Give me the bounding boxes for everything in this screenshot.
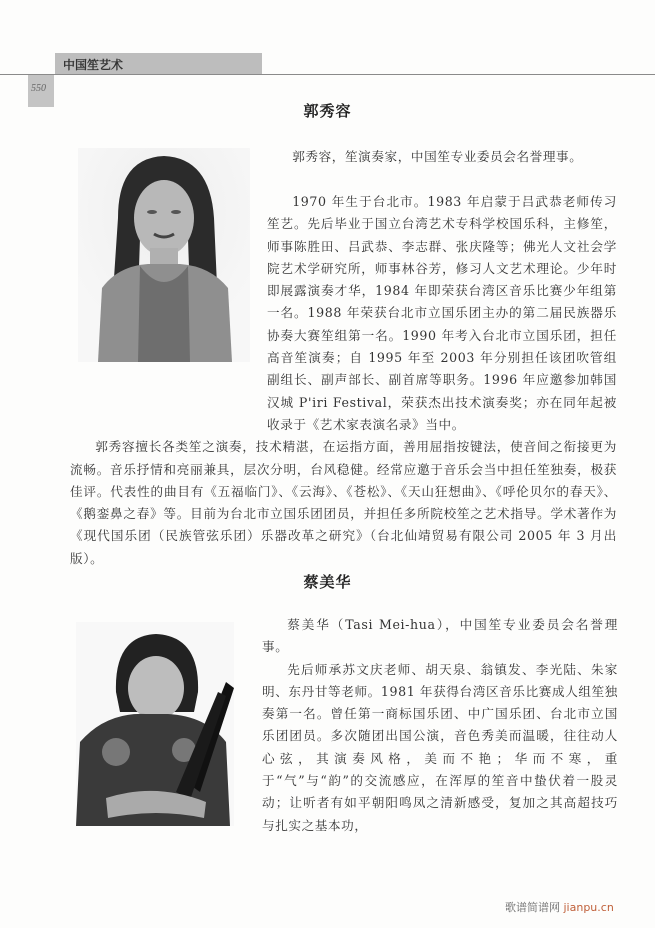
- watermark: [505, 899, 614, 915]
- book-title: 中国笙艺术: [63, 58, 124, 72]
- bio-intro-guo-xiurong: [267, 146, 617, 168]
- watermark-url: jianpu.cn: [563, 901, 614, 914]
- section-title-guo-xiurong: 郭秀容: [303, 102, 352, 120]
- portrait-photo-cai-meihua: [76, 622, 234, 826]
- bio-paragraph: 先后师承苏文庆老师、胡天泉、翁镇发、李光陆、朱家明、东丹甘等老师。1981 年获得台湾区音乐比赛成人组笙独奏第一名。曾任第一商标国乐团、中广国乐团、台北市立国乐团团员。多次随团出国公演，音色秀美而温暖，往往动人心弦，其演奏风格，美而不艳；华而不寒，重于“气”与“韵”的交流感应，在浑厚的笙音中蛰伏着一股灵动；让听者有如平朝阳鸣凤之清新感受，复加之其高超技巧与扎实之基本功，: [262, 661, 618, 833]
- bio-paragraph: 郭秀容擅长各类笙之演奏，技术精湛，在运指方面，善用屈指按键法，使音间之衔接更为流畅。音乐抒情和亮丽兼具，层次分明，台风稳健。经常应邀于音乐会当中担任笙独奏，极获佳评。代表性的曲目有《五福临门》、《云海》、《苍松》、《天山狂想曲》、《呼伦贝尔的春天》、《鹅銮鼻之春》等。目前为台北市立国乐团团员，并担任多所院校笙之艺术指导。学术著作为《现代国乐团（民族管弦乐团）乐器改革之研究》（台北仙靖贸易有限公司 2005 年 3 月出版）。: [70, 439, 617, 566]
- bio-paragraph: 郭秀容，笙演奏家，中国笙专业委员会名誉理事。: [292, 149, 583, 164]
- page-number: 550: [31, 83, 46, 94]
- section-title-cai-meihua: 蔡美华: [303, 573, 352, 591]
- header-rule: [0, 74, 655, 75]
- portrait-image: [76, 622, 234, 826]
- watermark-site-name: 歌谱简谱网: [505, 901, 560, 914]
- bio-paragraph: 蔡美华（Tasi Mei-hua），中国笙专业委员会名誉理事。: [262, 617, 618, 655]
- bio-paragraph: 1970 年生于台北市。1983 年启蒙于吕武恭老师传习笙艺。先后毕业于国立台湾艺术专科学校国乐科，主修笙，师事陈胜田、吕武恭、李志群、张庆隆等；佛光人文社会学院艺术学研究所，师事林谷芳，修习人文艺术理论。少年时即展露演奏才华，1984 年即荣获台湾区音乐比赛少年组第一名。1988 年荣获台北市立国乐团主办的第二届民族器乐协奏大赛笙组第一名。1990 年考入台北市立国乐团，担任高音笙演奏；自 1995 年至 2003 年分别担任该团吹管组副组长、副声部长、副首席等职务。1996 年应邀参加韩国汉城 P'iri Festival，荣获杰出技术演奏奖；亦在同年起被收录于《艺术家表演名录》当中。: [267, 194, 617, 432]
- running-header-band: [55, 53, 262, 74]
- bio-text-cai-meihua: [262, 614, 618, 837]
- bio-body-guo-xiurong: [70, 191, 617, 570]
